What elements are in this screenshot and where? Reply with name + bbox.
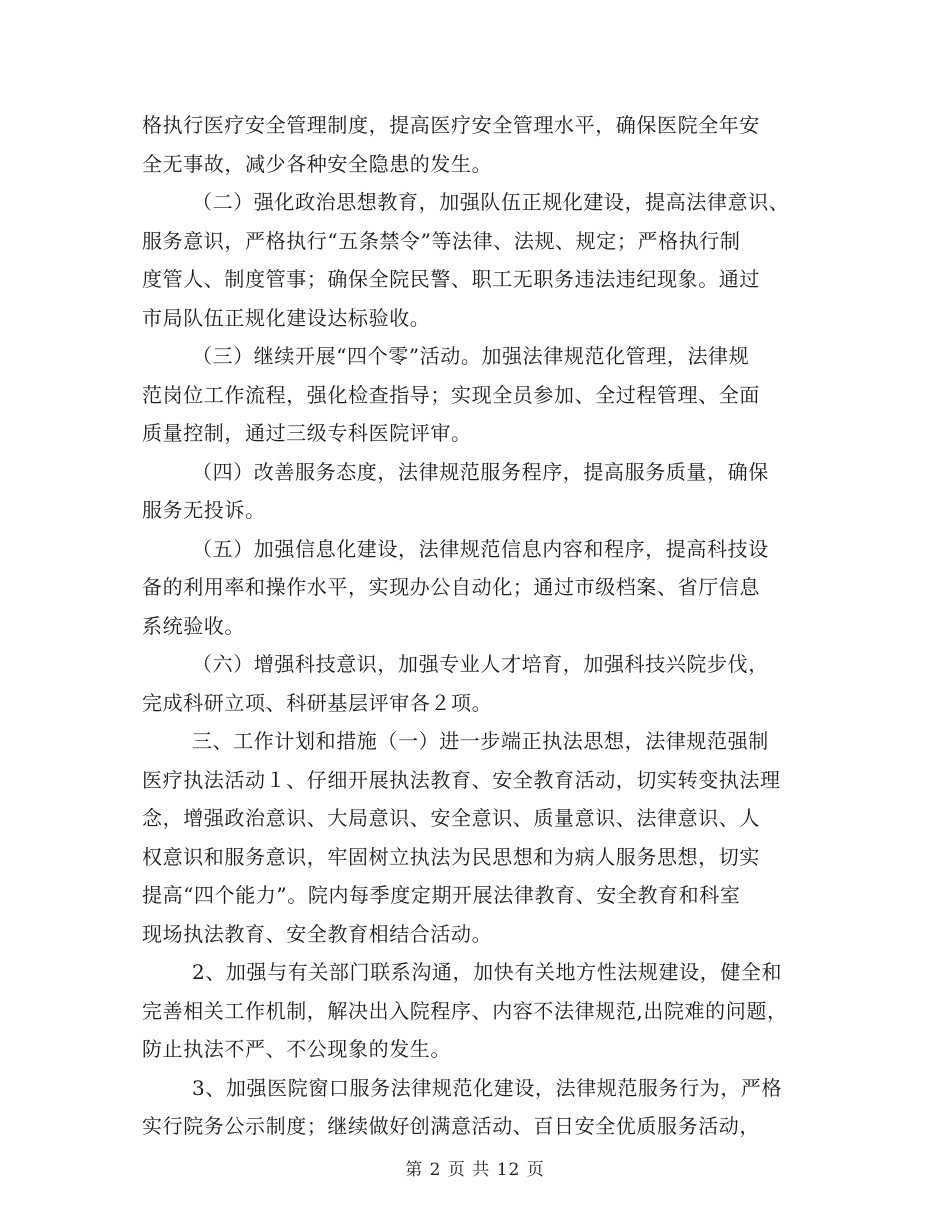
text-line: 度管人、制度管事；确保全院民警、职工无职务违法违纪现象。通过 xyxy=(142,267,760,291)
text-line: 服务意识，严格执行“五条禁令”等法律、法规、规定；严格执行制 xyxy=(142,228,741,253)
text-line: 三、工作计划和措施（一）进一步端正执法思想，法律规范强制 xyxy=(192,729,769,753)
text-line: 实行院务公示制度；继续做好创满意活动、百日安全优质服务活动， xyxy=(142,1114,760,1138)
text-line: 3、加强医院窗口服务法律规范化建设，法律规范服务行为，严格 xyxy=(192,1075,783,1100)
text-line: 完成科研立项、科研基层评审各２项。 xyxy=(142,690,493,715)
text-line: 2、加强与有关部门联系沟通，加快有关地方性法规建设，健全和 xyxy=(192,960,783,984)
paragraph-section-3 xyxy=(142,722,814,953)
paragraph-item-2 xyxy=(142,183,814,337)
text-line: 市局队伍正规化建设达标验收。 xyxy=(142,305,431,330)
paragraph-item-6 xyxy=(142,645,814,722)
text-line: 念，增强政治意识、大局意识、安全意识、质量意识、法律意识、人 xyxy=(142,806,760,830)
paragraph-item-4 xyxy=(142,453,814,530)
paragraph-measure-2 xyxy=(142,953,814,1069)
text-line: 现场执法教育、安全教育相结合活动。 xyxy=(142,921,493,946)
text-line: 防止执法不严、不公现象的发生。 xyxy=(142,1037,451,1061)
text-line: （四）改善服务态度，法律规范服务程序，提高服务质量，确保 xyxy=(192,459,769,484)
text-line: 提高“四个能力”。院内每季度定期开展法律教育、安全教育和科室 xyxy=(142,883,741,907)
text-line: （三）继续开展“四个零”活动。加强法律规范化管理，法律规 xyxy=(192,344,750,368)
document-body xyxy=(142,106,814,1146)
text-line: 完善相关工作机制，解决出入院程序、内容不法律规范,出院难的问题， xyxy=(142,998,788,1023)
text-line: 备的利用率和操作水平，实现办公自动化；通过市级档案、省厅信息 xyxy=(142,575,760,599)
page-number-footer: 第 2 页 共 12 页 xyxy=(405,1160,545,1180)
text-line: （二）强化政治思想教育，加强队伍正规化建设，提高法律意识、 xyxy=(192,190,790,214)
paragraph-continuation xyxy=(142,106,814,183)
text-line: 权意识和服务意识，牢固树立执法为民思想和为病人服务思想，切实 xyxy=(142,844,760,869)
text-line: 质量控制，通过三级专科医院评审。 xyxy=(142,421,472,445)
text-line: 格执行医疗安全管理制度，提高医疗安全管理水平，确保医院全年安 xyxy=(142,113,760,137)
text-line: 系统验收。 xyxy=(142,613,245,638)
paragraph-measure-3 xyxy=(142,1069,814,1146)
paragraph-item-3 xyxy=(142,337,814,453)
text-line: （五）加强信息化建设，法律规范信息内容和程序，提高科技设 xyxy=(192,536,769,561)
paragraph-item-5 xyxy=(142,530,814,646)
text-line: 全无事故，减少各种安全隐患的发生。 xyxy=(142,151,493,176)
text-line: （六）增强科技意识，加强专业人才培育，加强科技兴院步伐， xyxy=(192,652,769,676)
text-line: 范岗位工作流程，强化检查指导；实现全员参加、全过程管理、全面 xyxy=(142,382,760,407)
text-line: 医疗执法活动１、仔细开展执法教育、安全教育活动，切实转变执法理 xyxy=(142,767,781,792)
text-line: 服务无投诉。 xyxy=(142,498,266,522)
